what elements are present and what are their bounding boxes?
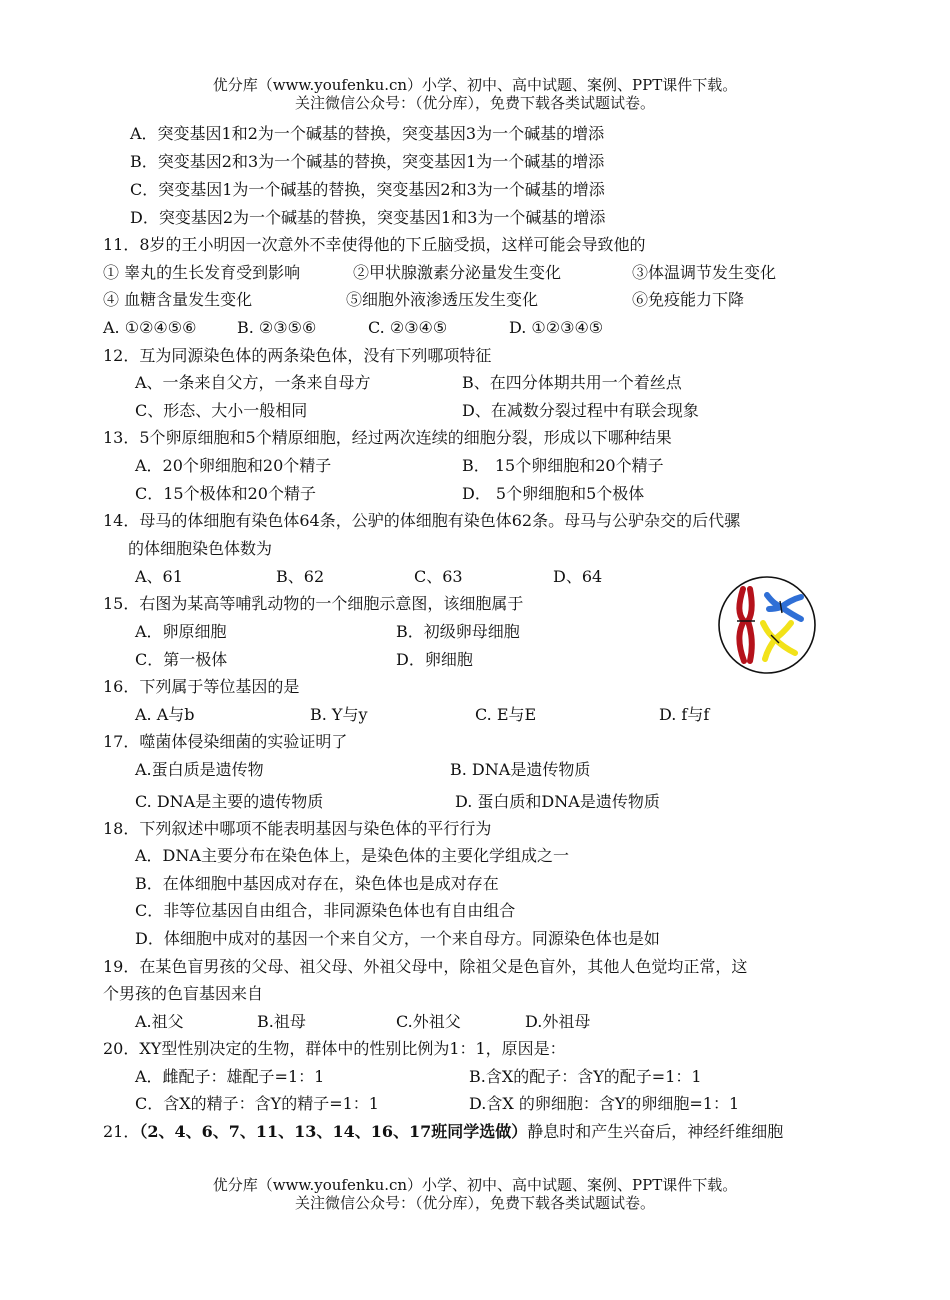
q10-option-b: B．突变基因2和3为一个碱基的替换，突变基因1为一个碱基的增添 <box>130 152 605 171</box>
q12-option-a: A、一条来自父方，一条来自母方 <box>135 373 371 392</box>
q15-option-a: A．卵原细胞 <box>135 622 227 641</box>
q20-option-a: A．雌配子：雄配子=1：1 <box>135 1067 325 1086</box>
q14-option-a: A、61 <box>135 567 183 586</box>
q15-option-b: B．初级卵母细胞 <box>396 622 520 641</box>
page-header-line2: 关注微信公众号：（优分库），免费下载各类试题试卷。 <box>294 94 655 112</box>
q13-stem: 13．5个卵原细胞和5个精原细胞，经过两次连续的细胞分裂，形成以下哪种结果 <box>103 428 672 447</box>
q14-option-b: B、62 <box>276 567 325 586</box>
q21-number: 21． <box>103 1122 140 1141</box>
q12-stem: 12．互为同源染色体的两条染色体，没有下列哪项特征 <box>103 346 492 365</box>
q12-option-d: D、在减数分裂过程中有联会现象 <box>462 401 699 420</box>
page-footer-line2: 关注微信公众号：（优分库），免费下载各类试题试卷。 <box>294 1194 655 1212</box>
q13-option-d: D． 5个卵细胞和5个极体 <box>462 484 645 503</box>
page-header-line1: 优分库（www.youfenku.cn）小学、初中、高中试题、案例、PPT课件下载。 <box>212 76 738 94</box>
q19-option-d: D.外祖母 <box>525 1012 591 1031</box>
q10-option-d: D．突变基因2为一个碱基的替换，突变基因1和3为一个碱基的增添 <box>130 208 606 227</box>
q11-stem: 11．8岁的王小明因一次意外不幸使得他的下丘脑受损，这样可能会导致他的 <box>103 235 646 254</box>
q17-option-c: C. DNA是主要的遗传物质 <box>135 792 324 811</box>
q14-stem-line2: 的体细胞染色体数为 <box>128 539 273 558</box>
q11-item-5: ⑤细胞外液渗透压发生变化 <box>346 290 539 309</box>
q14-option-c: C、63 <box>414 567 463 586</box>
q11-item-6: ⑥免疫能力下降 <box>632 290 745 309</box>
q19-stem-line1: 19．在某色盲男孩的父母、祖父母、外祖父母中，除祖父是色盲外，其他人色觉均正常，这 <box>103 957 748 976</box>
q21-stem-text: 静息时和产生兴奋后，神经纤维细胞 <box>527 1122 784 1141</box>
q18-option-c: C．非等位基因自由组合，非同源染色体也有自由组合 <box>135 901 516 920</box>
q10-option-c: C．突变基因1为一个碱基的替换，突变基因2和3为一个碱基的增添 <box>130 180 605 199</box>
q15-option-c: C．第一极体 <box>135 650 228 669</box>
q17-stem: 17．噬菌体侵染细菌的实验证明了 <box>103 732 348 751</box>
q17-option-d: D. 蛋白质和DNA是遗传物质 <box>455 792 660 811</box>
q14-stem-line1: 14．母马的体细胞有染色体64条，公驴的体细胞有染色体62条。母马与公驴杂交的后代骡 <box>103 511 741 530</box>
q10-option-a: A．突变基因1和2为一个碱基的替换，突变基因3为一个碱基的增添 <box>130 124 605 143</box>
q13-option-c: C．15个极体和20个精子 <box>135 484 316 503</box>
cell-diagram <box>717 575 817 675</box>
q16-option-a: A. A与b <box>135 705 195 724</box>
q21-stem <box>103 1122 783 1142</box>
q12-option-b: B、在四分体期共用一个着丝点 <box>462 373 682 392</box>
q18-option-a: A．DNA主要分布在染色体上，是染色体的主要化学组成之一 <box>135 846 569 865</box>
q17-option-b: B. DNA是遗传物质 <box>450 760 591 779</box>
q18-option-b: B．在体细胞中基因成对存在，染色体也是成对存在 <box>135 874 499 893</box>
q11-option-c: C. ②③④⑤ <box>368 318 448 337</box>
q11-item-2: ②甲状腺激素分泌量发生变化 <box>353 263 562 282</box>
q11-option-d: D. ①②③④⑤ <box>509 318 604 337</box>
q11-option-b: B. ②③⑤⑥ <box>237 318 317 337</box>
q19-stem-line2: 个男孩的色盲基因来自 <box>103 984 264 1003</box>
page-footer-line1: 优分库（www.youfenku.cn）小学、初中、高中试题、案例、PPT课件下载。 <box>212 1176 738 1194</box>
q20-option-c: C．含X的精子：含Y的精子=1：1 <box>135 1094 379 1113</box>
q15-option-d: D．卵细胞 <box>396 650 473 669</box>
q20-option-d: D.含X 的卵细胞：含Y的卵细胞=1：1 <box>469 1094 740 1113</box>
q16-option-b: B. Y与y <box>310 705 368 724</box>
q19-option-a: A.祖父 <box>135 1012 184 1031</box>
q11-item-4: ④ 血糖含量发生变化 <box>103 290 253 309</box>
q14-option-d: D、64 <box>553 567 603 586</box>
q20-option-b: B.含X的配子：含Y的配子=1：1 <box>469 1067 702 1086</box>
q19-option-b: B.祖母 <box>257 1012 306 1031</box>
q17-option-a: A.蛋白质是遗传物 <box>135 760 264 779</box>
q21-elective-note: （2、4、6、7、11、13、14、16、17班同学选做） <box>139 1122 528 1141</box>
q16-option-d: D. f与f <box>659 705 710 724</box>
q18-option-d: D．体细胞中成对的基因一个来自父方，一个来自母方。同源染色体也是如 <box>135 929 660 948</box>
q15-stem: 15．右图为某高等哺乳动物的一个细胞示意图，该细胞属于 <box>103 594 524 613</box>
q18-stem: 18．下列叙述中哪项不能表明基因与染色体的平行行为 <box>103 819 492 838</box>
q11-item-3: ③体温调节发生变化 <box>632 263 777 282</box>
q13-option-b: B． 15个卵细胞和20个精子 <box>462 456 664 475</box>
q16-stem: 16．下列属于等位基因的是 <box>103 677 300 696</box>
q11-option-a: A. ①②④⑤⑥ <box>103 318 197 337</box>
q16-option-c: C. E与E <box>475 705 537 724</box>
q20-stem: 20．XY型性别决定的生物，群体中的性别比例为1：1，原因是： <box>103 1039 566 1058</box>
q12-option-c: C、形态、大小一般相同 <box>135 401 308 420</box>
q11-item-1: ① 睾丸的生长发育受到影响 <box>103 263 301 282</box>
q13-option-a: A．20个卵细胞和20个精子 <box>135 456 332 475</box>
q19-option-c: C.外祖父 <box>396 1012 461 1031</box>
